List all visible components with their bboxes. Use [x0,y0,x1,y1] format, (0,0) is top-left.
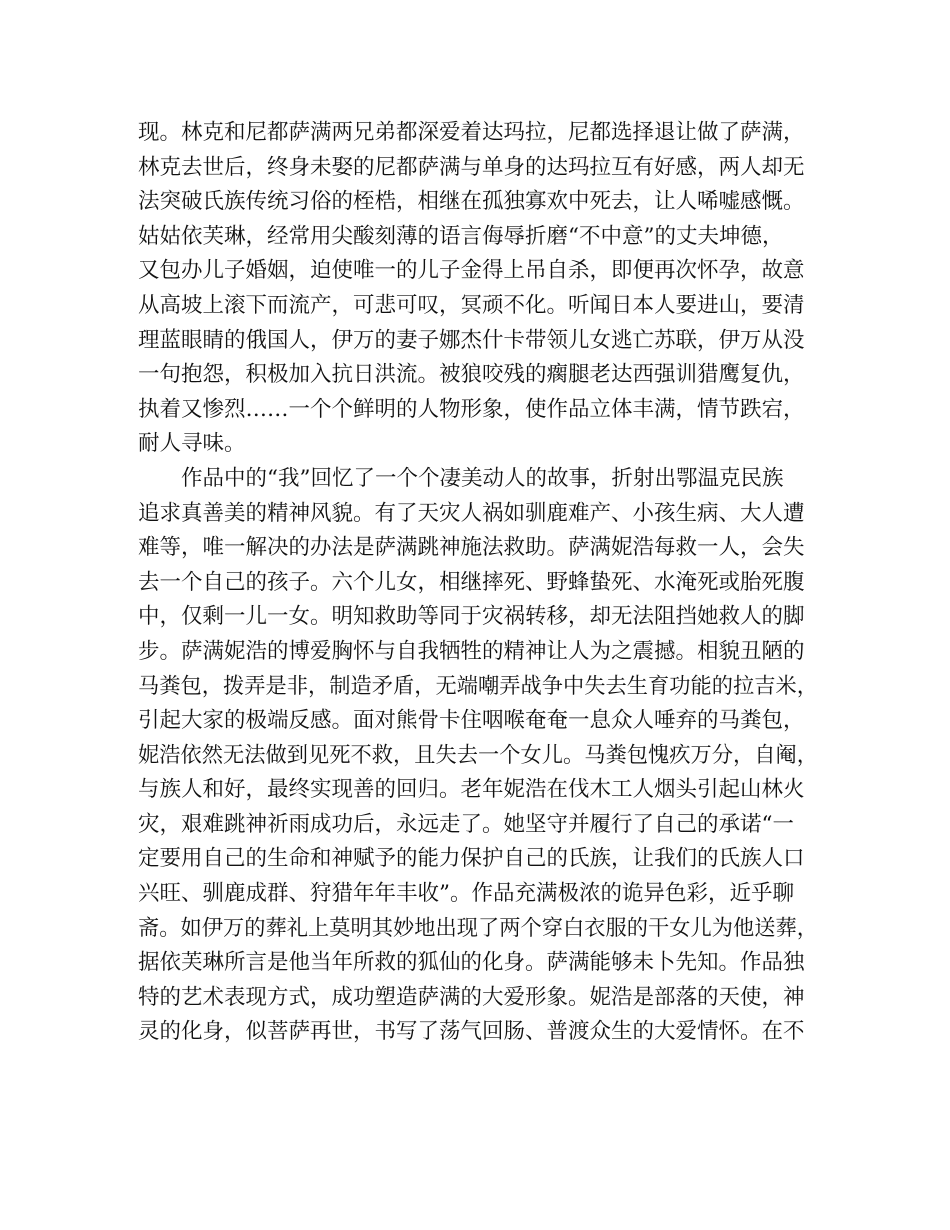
text-line: 特的艺术表现方式，成功塑造萨满的大爱形象。妮浩是部落的天使，神 [138,984,805,1010]
text-line: 斋。如伊万的葬礼上莫明其妙地出现了两个穿白衣服的干女儿为他送葬， [138,915,819,941]
text-line: 马粪包，拨弄是非，制造矛盾，无端嘲弄战争中失去生育功能的拉吉米， [138,673,819,699]
text-line: 林克去世后，终身未娶的尼都萨满与单身的达玛拉互有好感，两人却无 [138,154,805,180]
text-line: 法突破氏族传统习俗的桎梏，相继在孤独寡欢中死去，让人唏嘘感慨。 [138,189,805,215]
text-line: 去一个自己的孩子。六个儿女，相继摔死、野蜂蛰死、水淹死或胎死腹 [138,569,805,595]
text-line: 与族人和好，最终实现善的回归。老年妮浩在伐木工人烟头引起山林火 [138,777,805,803]
text-line: 中，仅剩一儿一女。明知救助等同于灾祸转移，却无法阻挡她救人的脚 [138,604,805,630]
text-line: 难等，唯一解决的办法是萨满跳神施法救助。萨满妮浩每救一人，会失 [138,535,805,561]
body-text [138,116,818,1050]
text-line: 追求真善美的精神风貌。有了天灾人祸如驯鹿难产、小孩生病、大人遭 [138,500,805,526]
text-line: 灾，艰难跳神祈雨成功后，永远走了。她坚守并履行了自己的承诺“一 [138,811,794,837]
text-line: 定要用自己的生命和神赋予的能力保护自己的氏族，让我们的氏族人口 [138,846,805,872]
text-line: 据依芙琳所言是他当年所救的狐仙的化身。萨满能够未卜先知。作品独 [138,950,805,976]
text-line: 又包办儿子婚姻，迫使唯一的儿子金得上吊自杀，即便再次怀孕，故意 [138,258,805,284]
text-line: 引起大家的极端反感。面对熊骨卡住咽喉奄奄一息众人唾弃的马粪包， [138,708,805,734]
text-line: 从高坡上滚下而流产，可悲可叹，冥顽不化。听闻日本人要进山，要清 [138,292,805,318]
text-line: 耐人寻味。 [138,431,246,457]
text-line: 兴旺、驯鹿成群、狩猎年年丰收”。作品充满极浓的诡异色彩，近乎聊 [138,881,794,907]
text-line: 灵的化身，似菩萨再世，书写了荡气回肠、普渡众生的大爱情怀。在不 [138,1019,805,1045]
text-line: 理蓝眼睛的俄国人，伊万的妻子娜杰什卡带领儿女逃亡苏联，伊万从没 [138,327,805,353]
text-line: 执着又惨烈……一个个鲜明的人物形象，使作品立体丰满，情节跌宕， [138,396,805,422]
text-line: 步。萨满妮浩的博爱胸怀与自我牺牲的精神让人为之震撼。相貌丑陋的 [138,638,805,664]
text-line: 现。林克和尼都萨满两兄弟都深爱着达玛拉，尼都选择退让做了萨满， [138,120,805,145]
text-line: 姑姑依芙琳，经常用尖酸刻薄的语言侮辱折磨“不中意”的丈夫坤德， [138,223,784,249]
text-line: 妮浩依然无法做到见死不救，且失去一个女儿。马粪包愧疚万分，自阉， [138,742,819,768]
paragraph-first-line: 作品中的“我”回忆了一个个凄美动人的故事，折射出鄂温克民族 [181,465,784,491]
text-line: 一句抱怨，积极加入抗日洪流。被狼咬残的瘸腿老达西强训猎鹰复仇， [138,362,805,388]
